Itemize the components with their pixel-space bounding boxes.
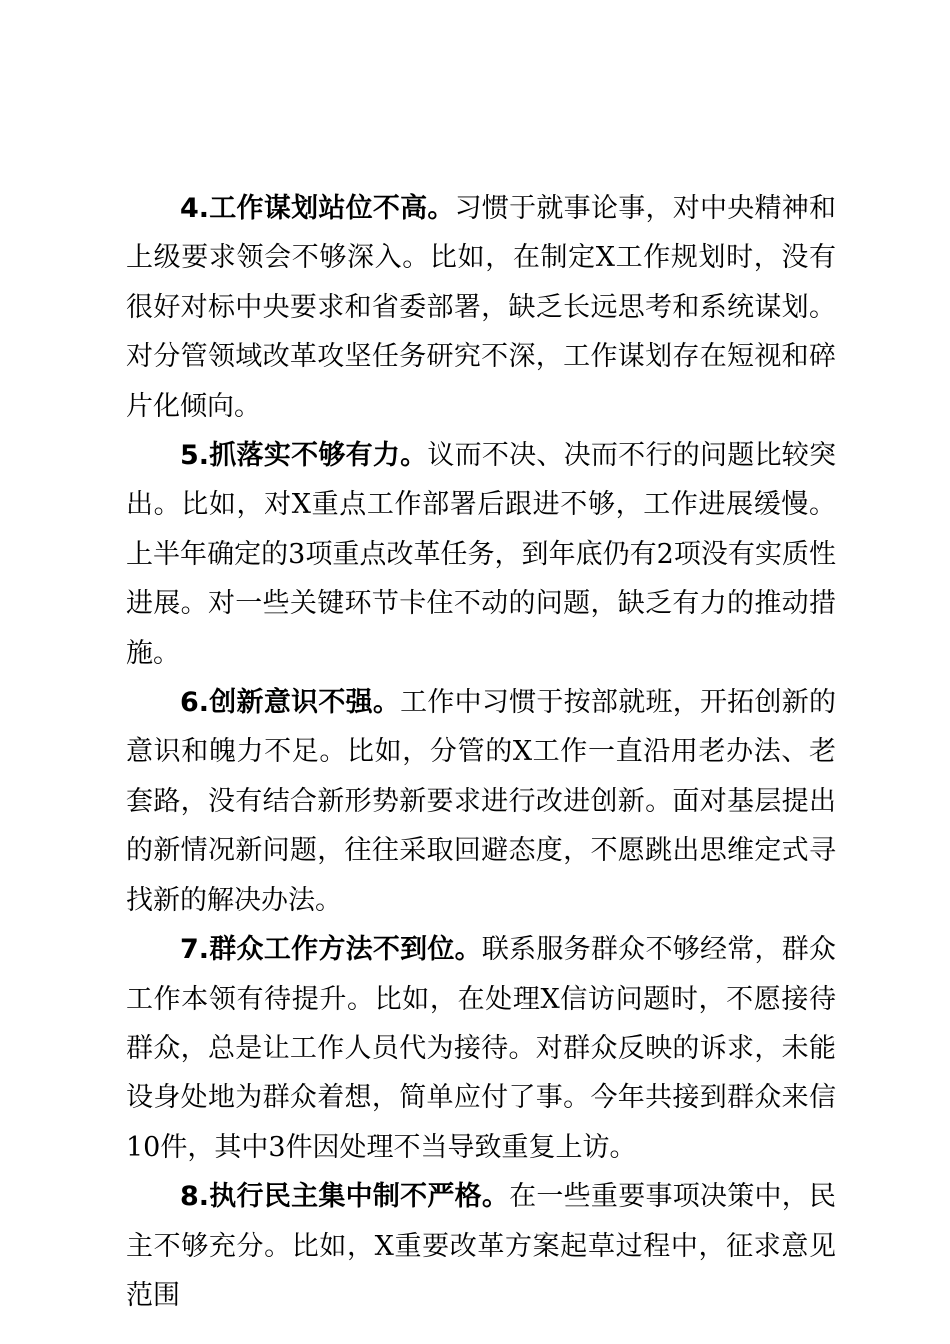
paragraph-6 [126, 678, 836, 925]
paragraph-heading: 8.执行民主集中制不严格。 [180, 1181, 510, 1213]
paragraph-heading: 6.创新意识不强。 [180, 687, 401, 719]
paragraph-7 [126, 925, 836, 1172]
paragraph-body: 工作中习惯于按部就班，开拓创新的意识和魄力不足。比如，分管的X工作一直沿用老办法、老套路，没有结合新形势新要求进行改进创新。面对基层提出的新情况新问题，往往采取回避态度，不愿跳出思维定式寻找新的解决办法。 [126, 687, 837, 916]
paragraph-8 [126, 1172, 836, 1320]
paragraph-heading: 4.工作谋划站位不高。 [180, 193, 455, 224]
paragraph-body: 联系服务群众不够经常，群众工作本领有待提升。比如，在处理X信访问题时，不愿接待群众，总是让工作人员代为接待。对群众反映的诉求，未能设身处地为群众着想，简单应付了事。今年共接到群众来信10件，其中3件因处理不当导致重复上访。 [126, 934, 836, 1163]
paragraph-body: 习惯于就事论事，对中央精神和上级要求领会不够深入。比如，在制定X工作规划时，没有很好对标中央要求和省委部署，缺乏长远思考和系统谋划。对分管领域改革攻坚任务研究不深，工作谋划存在短视和碎片化倾向。 [126, 193, 837, 422]
paragraph-heading: 5.抓落实不够有力。 [180, 440, 428, 472]
paragraph-5 [126, 431, 836, 678]
document-page [126, 184, 836, 1320]
paragraph-body: 议而不决、决而不行的问题比较突出。比如，对X重点工作部署后跟进不够，工作进展缓慢。上半年确定的3项重点改革任务，到年底仍有2项没有实质性进展。对一些关键环节卡住不动的问题，缺乏有力的推动措施。 [126, 440, 836, 669]
paragraph-body: 在一些重要事项决策中，民主不够充分。比如，X重要改革方案起草过程中，征求意见范围 [126, 1181, 837, 1311]
paragraph-heading: 7.群众工作方法不到位。 [180, 934, 482, 966]
paragraph-4 [126, 184, 836, 431]
